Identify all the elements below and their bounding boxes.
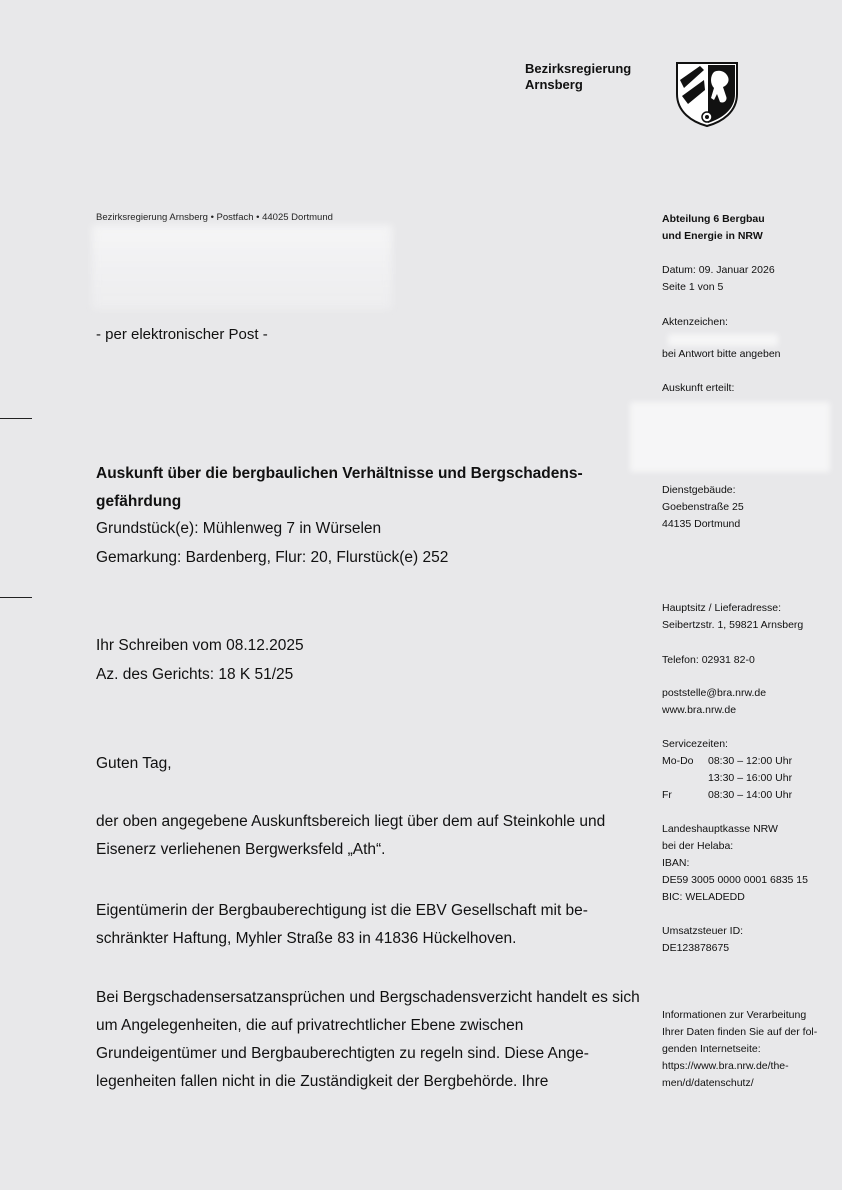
body-paragraph-2: Eigentümerin der Bergbauberechtigung ist die EBV Gesellschaft mit be-schränkter Haftung, Myhler Straße 83 in 41836 Hückelhoven. bbox=[96, 902, 588, 947]
redacted-file-reference bbox=[668, 334, 778, 346]
nrw-coat-of-arms-icon bbox=[674, 60, 740, 128]
fold-mark bbox=[0, 597, 32, 598]
file-reference-note: bei Antwort bitte angeben bbox=[662, 348, 781, 360]
phone: Telefon: 02931 82-0 bbox=[662, 654, 755, 666]
service-row bbox=[662, 770, 837, 787]
bic-value: BIC: WELADEDD bbox=[662, 891, 745, 903]
sender-return-address: Bezirksregierung Arnsberg • Postfach • 44025 Dortmund bbox=[96, 212, 333, 223]
privacy-link-line1[interactable]: https://www.bra.nrw.de/the- bbox=[662, 1060, 789, 1072]
website: www.bra.nrw.de bbox=[662, 704, 737, 716]
department-line1: Abteilung 6 Bergbau bbox=[662, 213, 765, 225]
iban-label: IBAN: bbox=[662, 857, 690, 869]
letter-reference: Ihr Schreiben vom 08.12.2025 bbox=[96, 637, 304, 654]
office-block bbox=[662, 482, 837, 533]
contact-web-block bbox=[662, 685, 837, 719]
department-block bbox=[662, 211, 837, 245]
page-count: Seite 1 von 5 bbox=[662, 281, 724, 293]
letter-subject: Auskunft über die bergbaulichen Verhältnisse und Bergschadens-gefährdung bbox=[96, 465, 583, 510]
service-row bbox=[662, 787, 837, 804]
privacy-line2: Ihrer Daten finden Sie auf der fol- bbox=[662, 1026, 818, 1038]
hq-label: Hauptsitz / Lieferadresse: bbox=[662, 602, 782, 614]
redacted-recipient-address bbox=[92, 225, 392, 310]
letter-date: Datum: 09. Januar 2026 bbox=[662, 264, 775, 276]
department-line2: und Energie in NRW bbox=[662, 230, 763, 242]
org-name-line2: Arnsberg bbox=[525, 77, 583, 92]
privacy-line3: genden Internetseite: bbox=[662, 1043, 761, 1055]
privacy-line1: Informationen zur Verarbeitung bbox=[662, 1009, 807, 1021]
court-reference: Az. des Gerichts: 18 K 51/25 bbox=[96, 666, 294, 683]
organization-name bbox=[525, 61, 631, 93]
parcel-line: Gemarkung: Bardenberg, Flur: 20, Flurstück(e) 252 bbox=[96, 549, 449, 566]
date-block bbox=[662, 262, 837, 296]
body-paragraph-1: der oben angegebene Auskunftsbereich liegt über dem auf Steinkohle und Eisenerz verliehenen Bergwerksfeld „Ath“. bbox=[96, 813, 606, 858]
vat-value: DE123878675 bbox=[662, 942, 730, 954]
service-hours bbox=[662, 736, 837, 804]
iban-value: DE59 3005 0000 0001 6835 15 bbox=[662, 874, 808, 886]
bank-at: bei der Helaba: bbox=[662, 840, 734, 852]
bank-name: Landeshauptkasse NRW bbox=[662, 823, 778, 835]
service-row bbox=[662, 753, 837, 770]
org-name-line1: Bezirksregierung bbox=[525, 61, 632, 76]
privacy-block bbox=[662, 1007, 837, 1092]
file-reference-label: Aktenzeichen: bbox=[662, 316, 728, 328]
fold-mark bbox=[0, 418, 32, 419]
property-line: Grundstück(e): Mühlenweg 7 in Würselen bbox=[96, 520, 382, 537]
vat-block bbox=[662, 923, 837, 957]
service-day: Fr bbox=[662, 789, 672, 801]
hq-address: Seibertzstr. 1, 59821 Arnsberg bbox=[662, 619, 804, 631]
redacted-contact bbox=[630, 402, 830, 472]
email-address: poststelle@bra.nrw.de bbox=[662, 687, 767, 699]
privacy-link-line2[interactable]: men/d/datenschutz/ bbox=[662, 1077, 754, 1089]
body-paragraph-3: Bei Bergschadensersatzansprüchen und Bergschadensverzicht handelt es sich um Angelegenheiten, die auf privatrechtlicher Ebene zwischen Grundeigentümer und Bergbauberechtigten zu regeln sind. Diese Ange-legenheiten fallen nicht in die Zuständigkeit der Bergbehörde. Ihre bbox=[96, 989, 640, 1090]
vat-label: Umsatzsteuer ID: bbox=[662, 925, 744, 937]
service-label: Servicezeiten: bbox=[662, 738, 728, 750]
service-time: 08:30 – 12:00 Uhr bbox=[708, 755, 793, 767]
office-label: Dienstgebäude: bbox=[662, 484, 736, 496]
delivery-note: - per elektronischer Post - bbox=[96, 326, 268, 343]
contact-label: Auskunft erteilt: bbox=[662, 382, 735, 394]
service-day: Mo-Do bbox=[662, 755, 694, 767]
office-city: 44135 Dortmund bbox=[662, 518, 741, 530]
service-day bbox=[662, 770, 708, 787]
bank-block bbox=[662, 821, 837, 906]
service-time: 08:30 – 14:00 Uhr bbox=[708, 789, 793, 801]
salutation: Guten Tag, bbox=[96, 755, 172, 772]
office-street: Goebenstraße 25 bbox=[662, 501, 744, 513]
service-time: 13:30 – 16:00 Uhr bbox=[708, 772, 793, 784]
hq-block bbox=[662, 600, 837, 634]
